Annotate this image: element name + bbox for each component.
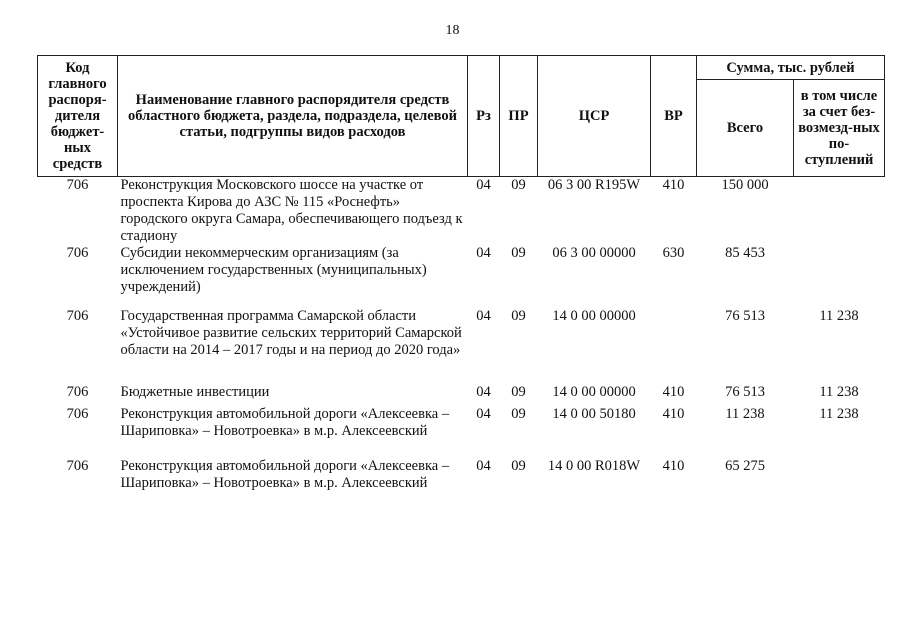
table-row: [38, 384, 885, 406]
table-row: [38, 177, 885, 246]
page-number: 18: [445, 23, 460, 38]
cell-name: Реконструкция автомобильной дороги «Алексеевка – Шариповка» – Новотроевка» в м.р. Алексеевский: [120, 458, 450, 491]
cell-pr: 09: [511, 245, 526, 261]
cell-pr: 09: [511, 308, 526, 324]
cell-name: Государственная программа Самарской области «Устойчивое развитие сельских территорий Самарской области на 2014 – 2017 годы и на период до 2020 года»: [120, 308, 462, 358]
cell-total: 76 513: [725, 384, 765, 400]
budget-table: [37, 55, 885, 510]
header-free: в том числе за счет без-возмезд-ных по-ступлений: [794, 80, 885, 177]
cell-name: Реконструкция автомобильной дороги «Алексеевка – Шариповка» – Новотроевка» в м.р. Алексеевский: [120, 406, 450, 439]
cell-name: Субсидии некоммерческим организациям (за исключением государственных (муниципальных) учреждений): [120, 245, 427, 295]
cell-rz: 04: [476, 308, 491, 324]
table-row: [38, 245, 885, 308]
cell-csr: 14 0 00 R018W: [547, 458, 641, 474]
cell-free: 11 238: [819, 308, 859, 324]
cell-free: 11 238: [819, 384, 859, 400]
cell-code: 706: [66, 406, 89, 422]
cell-free: [794, 458, 885, 510]
header-name: Наименование главного распорядителя средств областного бюджета, раздела, подраздела, целевой статьи, подгруппы видов расходов: [118, 56, 468, 177]
cell-csr: 14 0 00 50180: [552, 406, 636, 422]
cell-vr: 630: [662, 245, 685, 261]
cell-total: 85 453: [725, 245, 765, 261]
cell-free: [794, 245, 885, 308]
cell-code: 706: [66, 245, 89, 261]
table-row: [38, 406, 885, 458]
cell-rz: 04: [476, 458, 491, 474]
cell-rz: 04: [476, 177, 491, 193]
cell-name: Бюджетные инвестиции: [120, 384, 270, 400]
header-pr: ПР: [500, 56, 538, 177]
cell-pr: 09: [511, 458, 526, 474]
cell-name: Реконструкция Московского шоссе на участке от проспекта Кирова до АЗС № 115 «Роснефть» городского округа Самара, обеспечивающего подъезд к стадиону: [120, 177, 463, 244]
header-csr: ЦСР: [538, 56, 651, 177]
cell-csr: 14 0 00 00000: [552, 308, 636, 324]
cell-code: 706: [66, 308, 89, 324]
cell-vr: 410: [662, 177, 685, 193]
table-row: [38, 308, 885, 384]
header-code: Код главного распоря-дителя бюджет-ных средств: [38, 56, 118, 177]
table-row: [38, 458, 885, 510]
cell-pr: 09: [511, 406, 526, 422]
cell-code: 706: [66, 177, 89, 193]
cell-free: 11 238: [819, 406, 859, 422]
header-total: Всего: [697, 80, 794, 177]
cell-pr: 09: [511, 384, 526, 400]
cell-free: [794, 177, 885, 246]
cell-pr: 09: [511, 177, 526, 193]
cell-rz: 04: [476, 384, 491, 400]
cell-vr: 410: [662, 384, 685, 400]
cell-code: 706: [66, 458, 89, 474]
cell-code: 706: [66, 384, 89, 400]
cell-vr: 410: [662, 406, 685, 422]
cell-rz: 04: [476, 406, 491, 422]
table-header: [38, 56, 885, 177]
cell-csr: 06 3 00 00000: [552, 245, 636, 261]
cell-total: 150 000: [721, 177, 769, 193]
cell-csr: 14 0 00 00000: [552, 384, 636, 400]
header-vr: ВР: [651, 56, 697, 177]
table-body: [38, 177, 885, 511]
cell-csr: 06 3 00 R195W: [547, 177, 641, 193]
cell-total: 76 513: [725, 308, 765, 324]
header-sum: Сумма, тыс. рублей: [697, 56, 885, 80]
cell-total: 11 238: [725, 406, 765, 422]
cell-vr: 410: [662, 458, 685, 474]
cell-vr: [651, 308, 697, 384]
header-rz: Рз: [468, 56, 500, 177]
cell-rz: 04: [476, 245, 491, 261]
cell-total: 65 275: [725, 458, 765, 474]
